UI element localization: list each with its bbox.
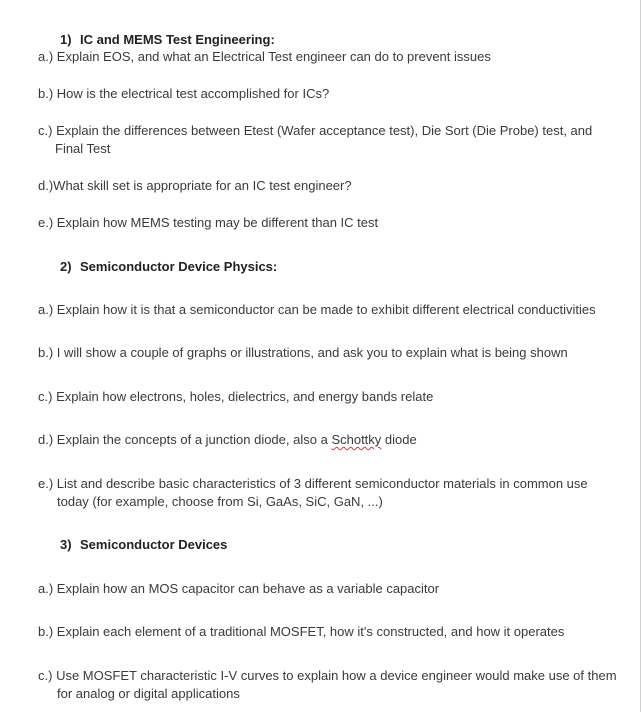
- section-title: IC and MEMS Test Engineering:: [80, 32, 275, 47]
- item-label: c.): [38, 668, 53, 683]
- item-text: Explain the differences between Etest (Wafer acceptance test), Die Sort (Die Probe) test, and: [56, 123, 593, 138]
- list-item: [38, 475, 588, 493]
- list-item: [38, 214, 378, 232]
- section-number: 2): [60, 259, 72, 274]
- item-text: Explain how MEMS testing may be different than IC test: [56, 215, 379, 230]
- item-text: List and describe basic characteristics of 3 different semiconductor materials in common use: [56, 476, 588, 491]
- item-label: a.): [38, 581, 54, 596]
- item-label: d.): [38, 432, 54, 447]
- item-label: e.): [38, 215, 54, 230]
- list-item: [38, 301, 596, 319]
- item-text: Explain each element of a traditional MOSFET, how it's constructed, and how it operates: [56, 624, 565, 639]
- list-item: [38, 623, 564, 641]
- section-heading-3: [60, 536, 227, 554]
- item-label: d.): [38, 178, 54, 193]
- list-item: [38, 344, 568, 362]
- section-heading-2: [60, 258, 277, 276]
- item-text: for analog or digital applications: [57, 686, 240, 701]
- item-text: Explain how it is that a semiconductor can be made to exhibit different electrical conductivities: [56, 302, 596, 317]
- list-item-continuation: [57, 493, 383, 511]
- section-number: 1): [60, 32, 72, 47]
- list-item-continuation: [55, 140, 110, 158]
- list-item: [38, 388, 433, 406]
- item-text: What skill set is appropriate for an IC test engineer?: [53, 178, 352, 193]
- item-text: Explain EOS, and what an Electrical Test engineer can do to prevent issues: [56, 49, 491, 64]
- item-label: e.): [38, 476, 54, 491]
- list-item: [38, 85, 329, 103]
- section-title: Semiconductor Devices: [80, 537, 228, 552]
- item-text: today (for example, choose from Si, GaAs, SiC, GaN, ...): [57, 494, 383, 509]
- item-label: b.): [38, 86, 54, 101]
- section-heading-1: [60, 31, 275, 49]
- list-item-continuation: [57, 685, 240, 703]
- item-label: c.): [38, 123, 53, 138]
- item-label: a.): [38, 302, 54, 317]
- item-text: Explain the concepts of a junction diode, also a: [56, 432, 328, 447]
- item-label: c.): [38, 389, 53, 404]
- list-item: [38, 667, 617, 685]
- list-item: [38, 431, 417, 449]
- item-text: Explain how electrons, holes, dielectrics, and energy bands relate: [56, 389, 434, 404]
- item-label: a.): [38, 49, 54, 64]
- item-text: Final Test: [55, 141, 111, 156]
- item-text: Explain how an MOS capacitor can behave as a variable capacitor: [56, 581, 440, 596]
- item-label: b.): [38, 624, 54, 639]
- section-number: 3): [60, 537, 72, 552]
- list-item: [38, 580, 439, 598]
- list-item: [38, 48, 491, 66]
- item-label: b.): [38, 345, 54, 360]
- item-text: How is the electrical test accomplished for ICs?: [56, 86, 330, 101]
- spellcheck-flagged-word[interactable]: Schottky: [331, 432, 382, 447]
- item-text: diode: [384, 432, 417, 447]
- section-title: Semiconductor Device Physics:: [80, 259, 278, 274]
- item-text: Use MOSFET characteristic I-V curves to explain how a device engineer would make use of them: [56, 668, 617, 683]
- list-item: [38, 122, 592, 140]
- item-text: I will show a couple of graphs or illustrations, and ask you to explain what is being shown: [56, 345, 568, 360]
- list-item: [38, 177, 352, 195]
